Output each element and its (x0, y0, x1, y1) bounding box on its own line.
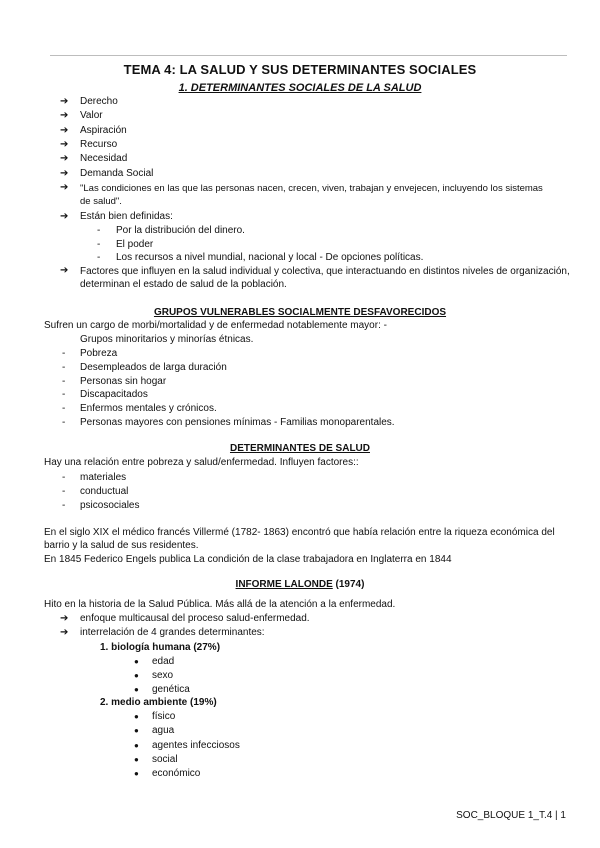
arrow-icon: ➔ (60, 167, 69, 179)
dash-icon: - (62, 375, 66, 387)
groups-first: Grupos minoritarios y minorías étnicas. (80, 334, 254, 345)
group-item: Enfermos mentales y crónicos. (80, 403, 217, 415)
det2-item: físico (152, 711, 176, 722)
arrow-icon: ➔ (60, 265, 69, 276)
bullet-icon: ● (134, 671, 139, 680)
arrow-item: Necesidad (80, 153, 128, 165)
group-item: Personas sin hogar (80, 375, 167, 387)
arrow-icon: ➔ (60, 138, 69, 150)
arrow-item: Aspiración (80, 124, 127, 136)
det2-item: agua (152, 725, 175, 737)
dash-icon: - (62, 403, 66, 415)
bullet-icon: ● (134, 754, 139, 764)
det-item: materiales (80, 472, 127, 483)
dash-icon: - (62, 499, 66, 511)
arrow-icon: ➔ (60, 613, 69, 624)
dash-icon: - (97, 252, 101, 263)
arrow-icon: ➔ (60, 153, 69, 165)
bullet-icon: ● (134, 712, 139, 721)
villerme-text: En el siglo XIX el médico francés Villermé (1782- 1863) encontró que había relación entre la riqueza económica del barrio y la salud de sus residentes. (44, 527, 555, 551)
top-rule (50, 55, 567, 56)
arrow-icon: ➔ (60, 627, 69, 638)
det1-item: sexo (152, 670, 174, 681)
det2-label: 2. medio ambiente (19%) (100, 697, 217, 708)
group-item: Discapacitados (80, 389, 148, 401)
defined-item: Por la distribución del dinero. (116, 225, 245, 236)
group-item: Pobreza (80, 348, 118, 359)
arrow-icon: ➔ (60, 96, 69, 107)
dash-icon: - (97, 225, 101, 236)
arrow-item: Derecho (80, 96, 118, 107)
det-item: psicosociales (80, 499, 140, 511)
dash-icon: - (62, 389, 66, 401)
det-item: conductual (80, 485, 129, 497)
page-title: TEMA 4: LA SALUD Y SUS DETERMINANTES SOCIALES (123, 62, 477, 77)
page-footer: SOC_BLOQUE 1_T.4 | 1 (456, 810, 566, 821)
defined-label: Están bien definidas: (80, 211, 173, 222)
group-item: Personas mayores con pensiones mínimas - Familias monoparentales. (80, 417, 395, 428)
bullet-icon: ● (134, 769, 139, 779)
det2-item: económico (152, 768, 201, 780)
arrow-icon: ➔ (60, 182, 69, 193)
det1-item: genética (152, 684, 190, 695)
arrow-icon: ➔ (60, 110, 69, 122)
arrow-item: Recurso (80, 138, 118, 150)
dash-icon: - (62, 348, 66, 359)
bullet-icon: ● (134, 657, 139, 666)
dash-icon: - (62, 417, 66, 428)
section-heading-4: INFORME LALONDE (1974) (235, 579, 365, 590)
section-heading-1: 1. DETERMINANTES SOCIALES DE LA SALUD (178, 82, 422, 94)
lalonde-intro: Hito en la historia de la Salud Pública. Más allá de la atención a la enfermedad. (44, 599, 396, 610)
lalonde-arrow-item: enfoque multicausal del proceso salud-enfermedad. (80, 613, 310, 624)
engels-text: En 1845 Federico Engels publica La condición de la clase trabajadora en Inglaterra en 1844 (44, 554, 452, 565)
quote-text: "Las condiciones en las que las personas nacen, crecen, viven, trabajan y envejecen, incluyendo los sistemas de salud". (80, 183, 543, 207)
dash-icon: - (97, 238, 101, 250)
groups-intro: Sufren un cargo de morbi/mortalidad y de enfermedad notablemente mayor: - (44, 320, 387, 331)
group-item: Desempleados de larga duración (80, 361, 227, 373)
section-heading-2: GRUPOS VULNERABLES SOCIALMENTE DESFAVORECIDOS (153, 307, 447, 318)
det1-label: 1. biología humana (27%) (100, 642, 221, 653)
dash-icon: - (62, 361, 66, 373)
arrow-item: Valor (80, 110, 103, 122)
bullet-icon: ● (134, 740, 139, 750)
bullet-icon: ● (134, 685, 139, 694)
det-intro: Hay una relación entre pobreza y salud/enfermedad. Influyen factores:: (44, 457, 359, 468)
det1-item: edad (152, 656, 175, 667)
arrow-icon: ➔ (60, 211, 69, 222)
defined-item: Los recursos a nivel mundial, nacional y local - De opciones políticas. (116, 252, 424, 263)
det2-item: social (152, 753, 178, 765)
dash-icon: - (62, 485, 66, 497)
bullet-icon: ● (134, 726, 139, 736)
section-heading-3: DETERMINANTES DE SALUD (229, 443, 370, 454)
arrow-icon: ➔ (60, 124, 69, 136)
lalonde-arrow-item: interrelación de 4 grandes determinantes: (80, 627, 265, 638)
factors-text: Factores que influyen en la salud individual y colectiva, que interactuando en distintos niveles de organización, determinan el estado de salud de la población. (80, 266, 570, 290)
arrow-item: Demanda Social (80, 167, 154, 179)
defined-item: El poder (116, 238, 154, 250)
dash-icon: - (62, 472, 66, 483)
det2-item: agentes infecciosos (152, 739, 240, 751)
